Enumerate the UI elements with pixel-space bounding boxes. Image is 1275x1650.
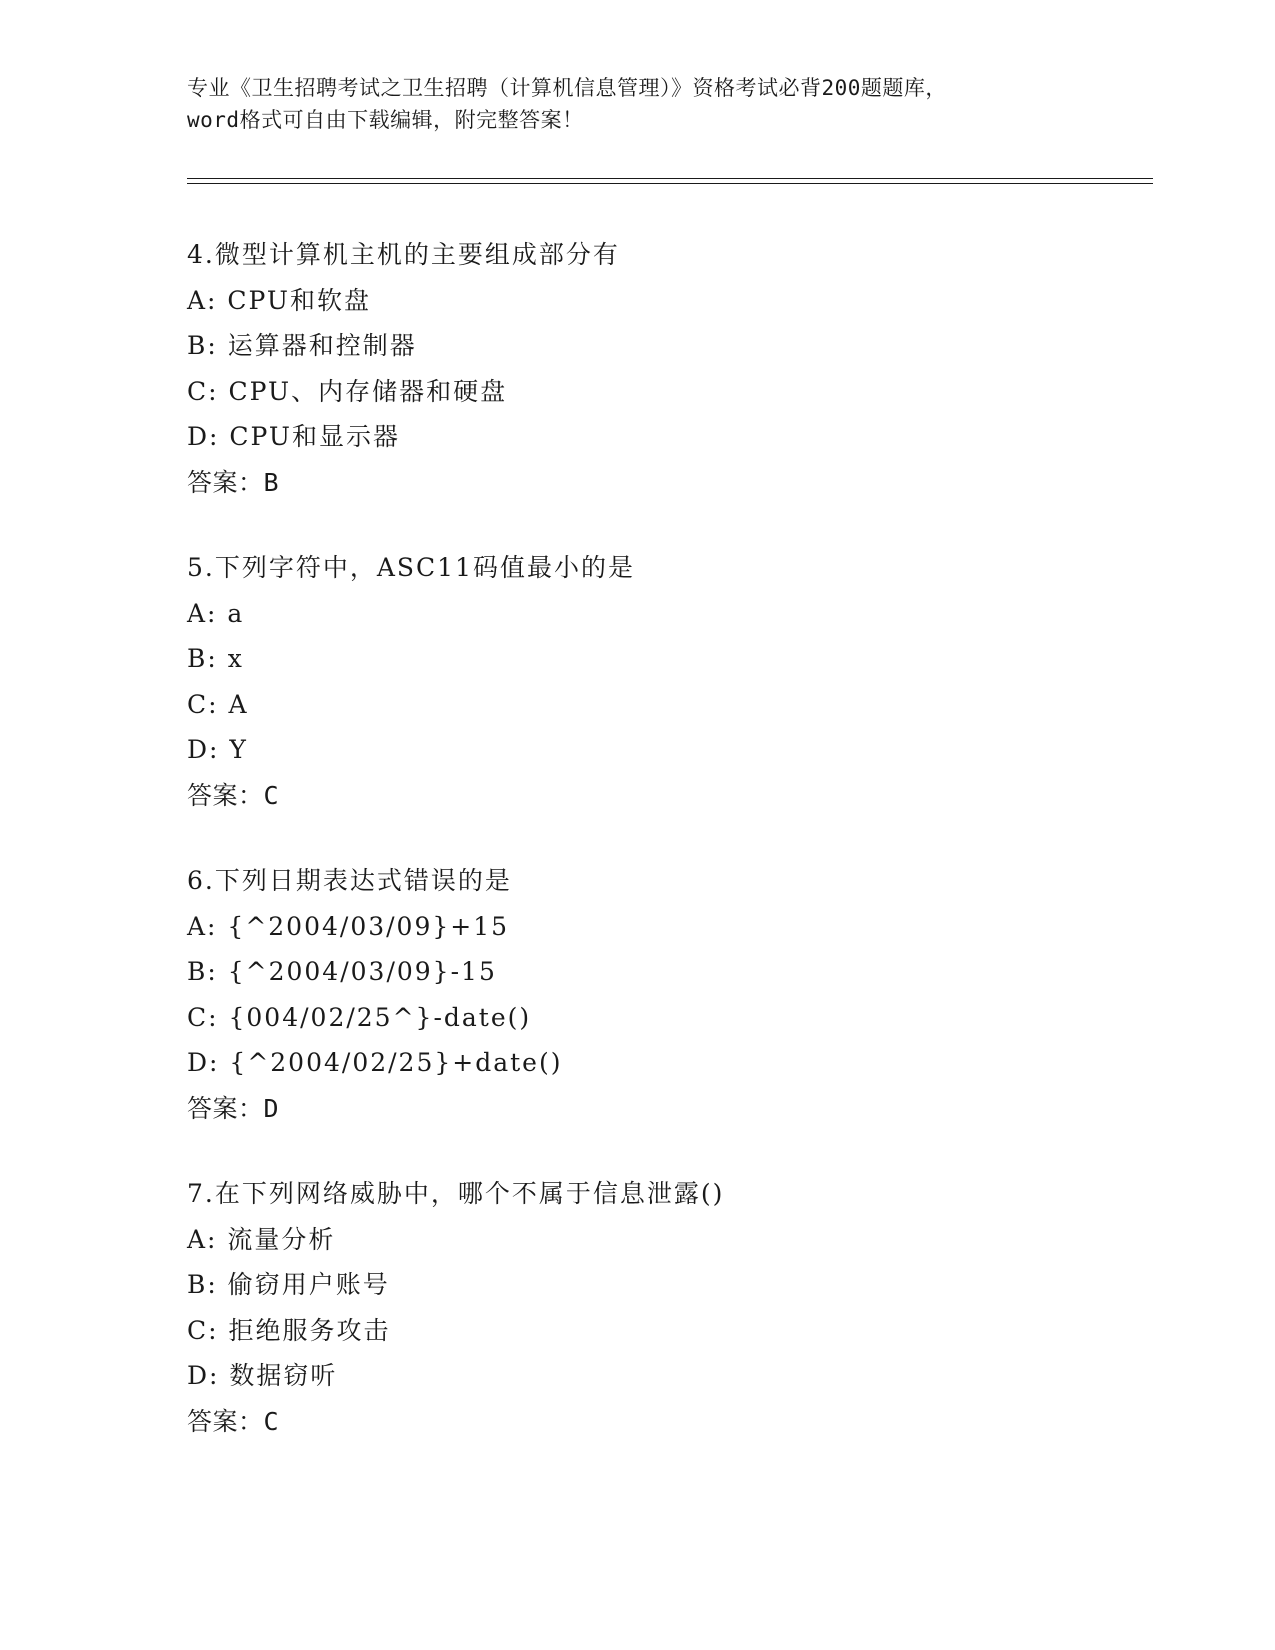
option-b: B: 运算器和控制器	[187, 331, 417, 360]
option-a: A: {^2004/03/09}+15	[187, 911, 510, 941]
option-b: B: {^2004/03/09}-15	[187, 957, 497, 986]
question-block	[187, 232, 1147, 505]
double-rule-divider	[187, 178, 1153, 184]
option-c: C: {004/02/25^}-date()	[187, 1002, 532, 1032]
option-d: D: {^2004/02/25}+date()	[187, 1048, 563, 1077]
option-d: D: Y	[187, 735, 248, 764]
question-stem: 5.下列字符中，ASC11码值最小的是	[187, 553, 635, 582]
option-c: C: CPU、内存储器和硬盘	[187, 376, 508, 406]
question-list	[187, 232, 1147, 1484]
option-c: C: A	[187, 689, 249, 719]
header-line-1: 专业《卫生招聘考试之卫生招聘（计算机信息管理）》资格考试必背200题题库，	[187, 76, 947, 100]
option-b: B: 偷窃用户账号	[187, 1270, 390, 1299]
document-header	[187, 72, 1087, 136]
option-b: B: x	[187, 644, 244, 673]
question-block	[187, 545, 1147, 818]
question-stem: 7.在下列网络威胁中，哪个不属于信息泄露()	[187, 1179, 725, 1208]
question-stem: 4.微型计算机主机的主要组成部分有	[187, 240, 620, 269]
header-line-2: word格式可自由下载编辑，附完整答案！	[187, 108, 584, 132]
question-stem: 6.下列日期表达式错误的是	[187, 866, 512, 895]
answer-line: 答案：C	[187, 780, 280, 810]
question-block	[187, 1171, 1147, 1444]
option-d: D: CPU和显示器	[187, 422, 400, 451]
option-a: A: a	[187, 598, 245, 628]
option-d: D: 数据窃听	[187, 1361, 338, 1390]
answer-line: 答案：C	[187, 1406, 280, 1436]
option-a: A: 流量分析	[187, 1224, 336, 1254]
option-c: C: 拒绝服务攻击	[187, 1315, 391, 1345]
answer-line: 答案：B	[187, 467, 280, 497]
option-a: A: CPU和软盘	[187, 285, 372, 315]
question-block	[187, 858, 1147, 1131]
answer-line: 答案：D	[187, 1093, 280, 1123]
